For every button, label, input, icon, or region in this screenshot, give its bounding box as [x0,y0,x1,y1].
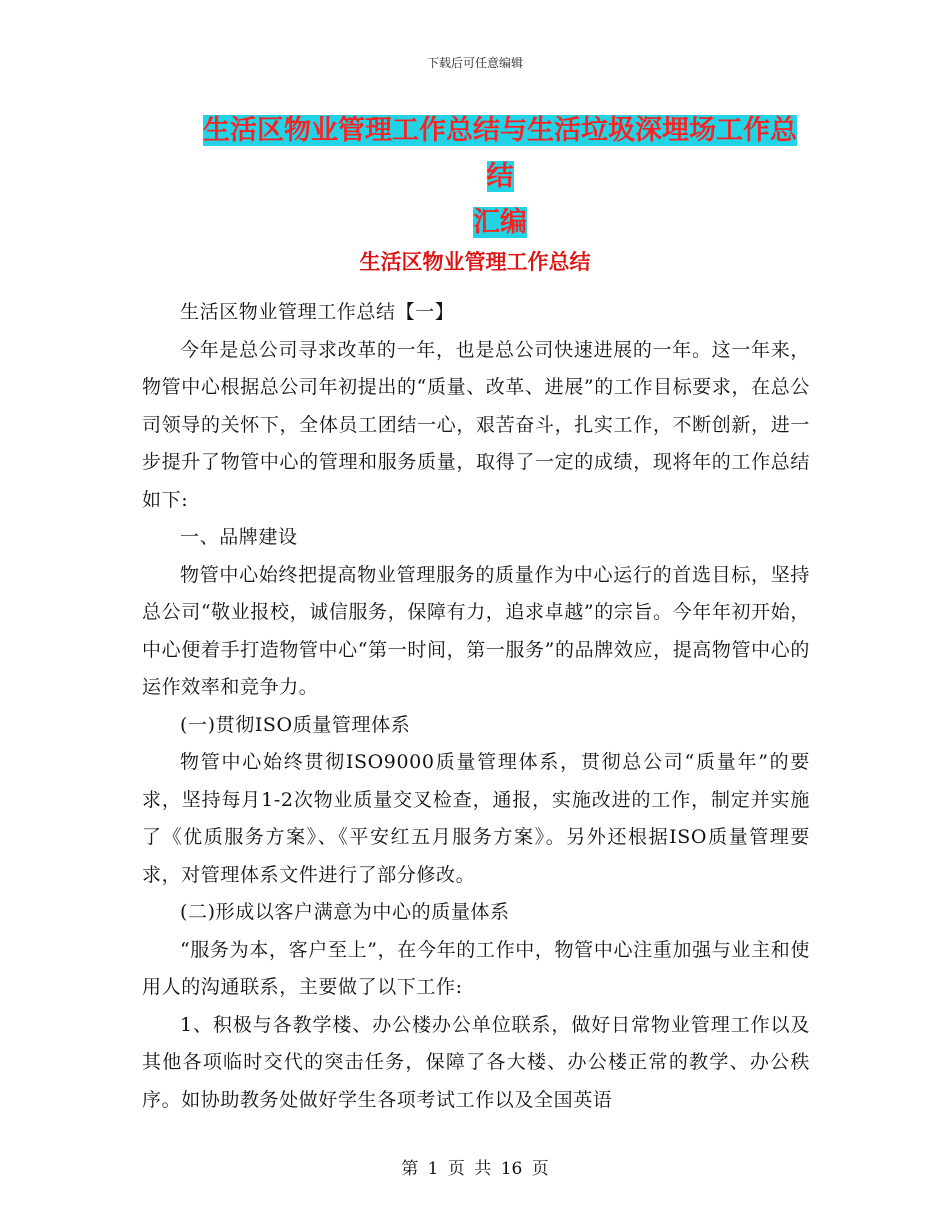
document-title-line-1: 生活区物业管理工作总结与生活垃圾深埋场工作总结 [203,115,797,192]
document-body [142,294,810,1119]
heading-customer-satisfaction: (二)形成以客户满意为中心的质量体系 [180,901,510,923]
document-title-line-2: 汇编 [473,207,527,238]
heading-brand-building: 一、品牌建设 [180,526,298,548]
brand-paragraph: 物管中心始终把提高物业管理服务的质量作为中心运行的首选目标，坚持总公司“敬业报校，诚信服务，保障有力，追求卓越”的宗旨。今年年初开始，中心便着手打造物管中心“第一时间，第一服务”的品牌效应，提高物管中心的运作效率和竞争力。 [142,563,810,698]
heading-iso-system: (一)贯彻ISO质量管理体系 [180,713,411,736]
page-footer: 第 1 页 共 16 页 [401,1159,549,1179]
document-title [190,108,810,246]
intro-paragraph: 今年是总公司寻求改革的一年，也是总公司快速进展的一年。这一年来，物管中心根据总公司年初提出的“质量、改革、进展”的工作目标要求，在总公司领导的关怀下，全体员工团结一心，艰苦奋斗，扎实工作，不断创新，进一步提升了物管中心的管理和服务质量，取得了一定的成绩，现将年的工作总结如下: [142,338,810,511]
item-1-paragraph: 1、积极与各教学楼、办公楼办公单位联系，做好日常物业管理工作以及其他各项临时交代的突击任务，保障了各大楼、办公楼正常的教学、办公秩序。如协助教务处做好学生各项考试工作以及全国英语 [142,1013,810,1111]
customer-paragraph: “服务为本，客户至上”，在今年的工作中，物管中心注重加强与业主和使用人的沟通联系，主要做了以下工作: [142,938,810,998]
iso-paragraph: 物管中心始终贯彻ISO9000质量管理体系，贯彻总公司“质量年”的要求，坚持每月1-2次物业质量交叉检查，通报，实施改进的工作，制定并实施了《优质服务方案》、《平安红五月服务方案》。另外还根据ISO质量管理要求，对管理体系文件进行了部分修改。 [142,751,810,886]
subheading-part-one: 生活区物业管理工作总结【一】 [180,301,455,323]
header-note: 下载后可任意编辑 [426,56,523,70]
section-title: 生活区物业管理工作总结 [359,250,591,274]
